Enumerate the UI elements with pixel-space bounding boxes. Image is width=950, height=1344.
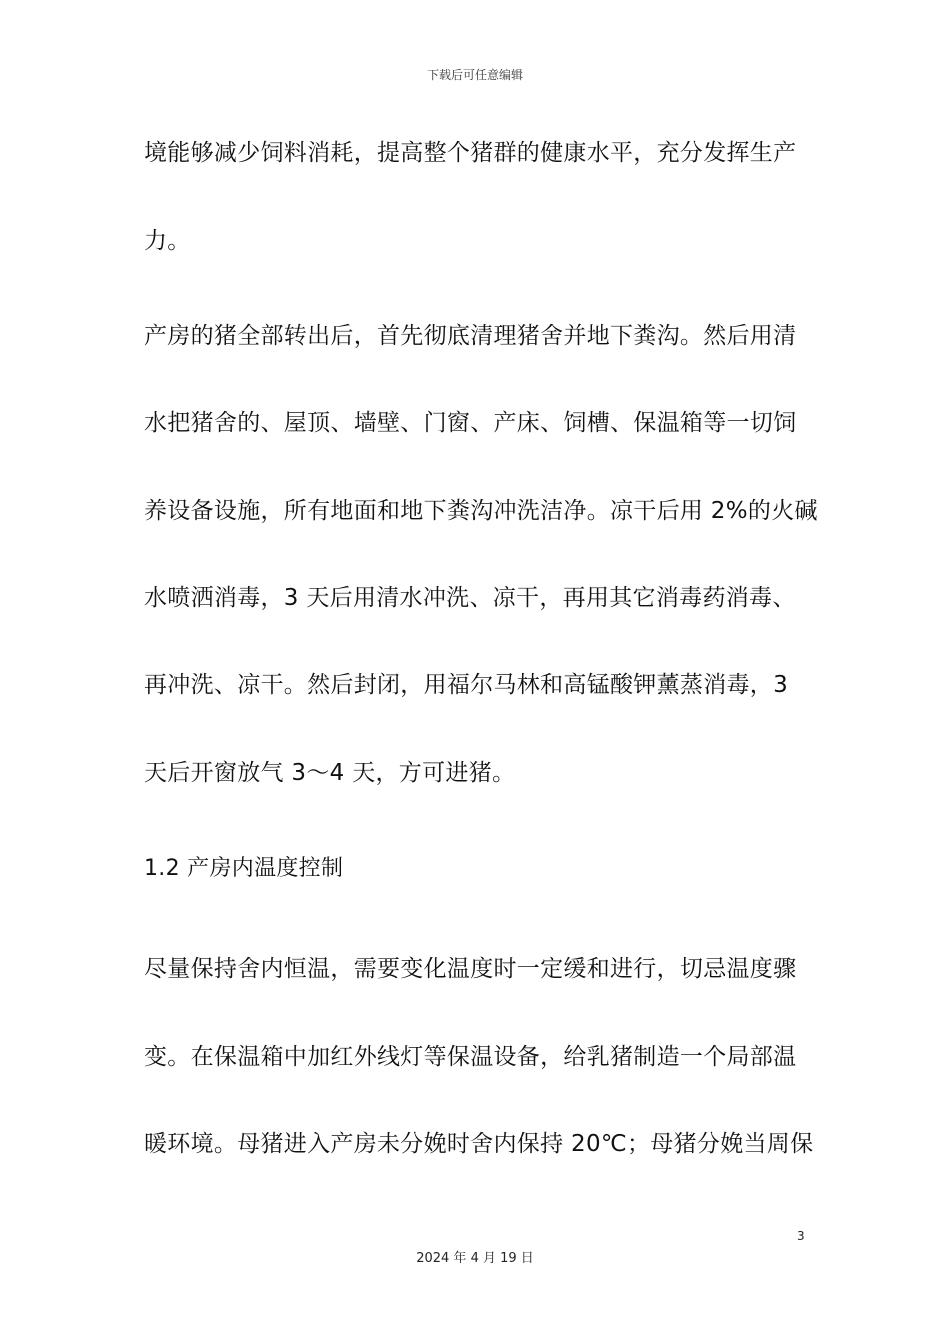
header-note: 下载后可任意编辑 <box>426 68 523 82</box>
paragraph-2-line-6: 天后开窗放气 3～4 天，方可进猪。 <box>144 760 516 786</box>
paragraph-3-line-3: 暖环境。母猪进入产房未分娩时舍内保持 20℃；母猪分娩当周保 <box>144 1131 814 1157</box>
paragraph-2-line-1: 产房的猪全部转出后，首先彻底清理猪舍并地下粪沟。然后用清 <box>144 323 797 349</box>
paragraph-1-line-2: 力。 <box>144 228 191 254</box>
section-heading: 1.2 产房内温度控制 <box>144 856 344 881</box>
paragraph-3-line-2: 变。在保温箱中加红外线灯等保温设备，给乳猪制造一个局部温 <box>144 1044 797 1070</box>
paragraph-1-line-1: 境能够减少饲料消耗，提高整个猪群的健康水平，充分发挥生产 <box>144 140 797 166</box>
paragraph-2-line-4: 水喷洒消毒，3 天后用清水冲洗、凉干，再用其它消毒药消毒、 <box>144 585 796 611</box>
footer-date: 2024 年 4 月 19 日 <box>416 1251 534 1266</box>
paragraph-3-line-1: 尽量保持舍内恒温，需要变化温度时一定缓和进行，切忌温度骤 <box>144 956 797 982</box>
page-number: 3 <box>797 1229 805 1243</box>
paragraph-2-line-5: 再冲洗、凉干。然后封闭，用福尔马林和高锰酸钾薰蒸消毒，3 <box>144 672 789 698</box>
paragraph-2-line-3: 养设备设施，所有地面和地下粪沟冲洗洁净。凉干后用 2%的火碱 <box>144 498 818 524</box>
paragraph-2-line-2: 水把猪舍的、屋顶、墙壁、门窗、产床、饲槽、保温箱等一切饲 <box>144 410 797 436</box>
